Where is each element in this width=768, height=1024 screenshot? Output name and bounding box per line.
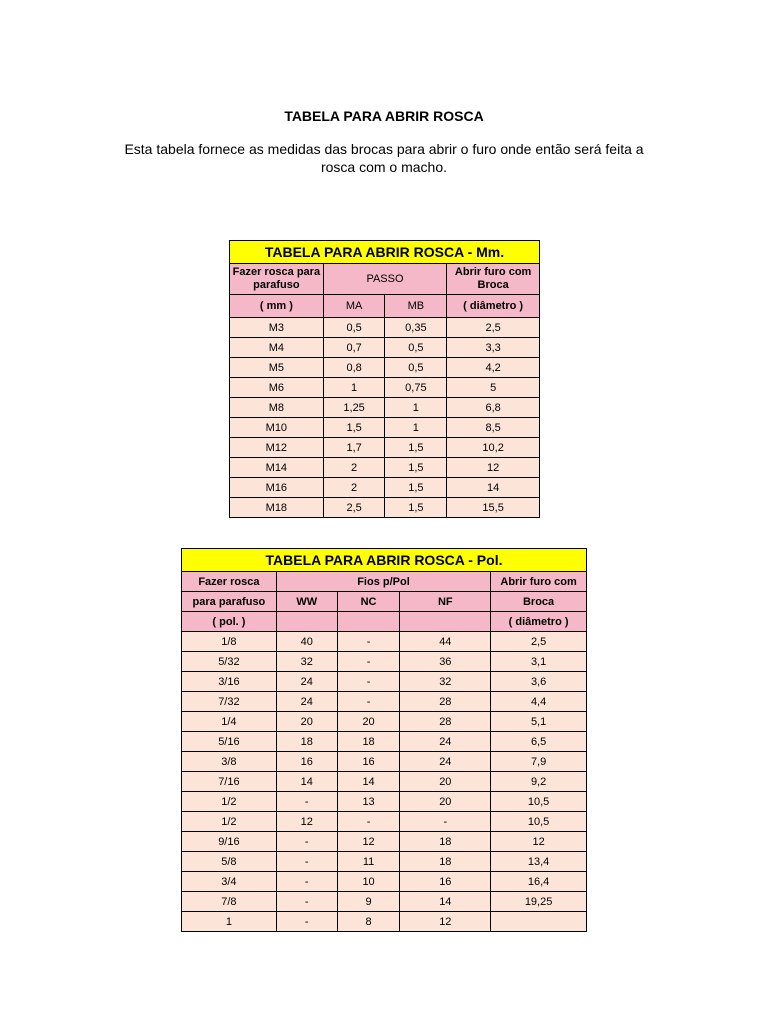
table-cell: 32 [276,652,337,672]
table-cell: 9,2 [491,772,587,792]
table-cell: 1,5 [385,498,447,518]
table-cell: 13,4 [491,852,587,872]
header-passo: PASSO [323,264,447,295]
table-cell: M16 [230,478,324,498]
table-pol-title: TABELA PARA ABRIR ROSCA - Pol. [182,549,587,572]
table-cell: 6,5 [491,732,587,752]
table-cell: 18 [400,832,491,852]
table-cell: 18 [400,852,491,872]
table-cell: 19,25 [491,892,587,912]
table-cell: 1,5 [385,438,447,458]
table-cell: 32 [400,672,491,692]
table-cell: M5 [230,358,324,378]
table-cell: 3/4 [182,872,277,892]
table-cell: 7/32 [182,692,277,712]
table-row [182,872,587,892]
table-cell: M18 [230,498,324,518]
table-row [182,752,587,772]
table-cell: M6 [230,378,324,398]
table-cell: 10,5 [491,812,587,832]
table-cell: 14 [276,772,337,792]
table-row [230,418,540,438]
table-cell: - [400,812,491,832]
table-cell: 5/16 [182,732,277,752]
header-diameter-pol: ( diâmetro ) [491,612,587,632]
header-screw-size-b: para parafuso [182,592,277,612]
table-cell: 0,75 [385,378,447,398]
table-cell: 7,9 [491,752,587,772]
table-cell: 0,5 [385,358,447,378]
table-cell: 24 [400,752,491,772]
table-cell: 5/32 [182,652,277,672]
header-diameter: ( diâmetro ) [447,295,540,318]
table-cell: 0,5 [385,338,447,358]
table-row [182,832,587,852]
table-cell: 28 [400,692,491,712]
table-cell: 0,8 [323,358,385,378]
table-cell: 7/16 [182,772,277,792]
table-row [182,732,587,752]
table-cell: - [337,632,400,652]
table-cell: 12 [400,912,491,932]
table-cell: 2,5 [323,498,385,518]
table-cell: 0,7 [323,338,385,358]
table-row [182,852,587,872]
table-row [230,338,540,358]
table-cell: 14 [337,772,400,792]
table-cell: 3/16 [182,672,277,692]
table-cell: 12 [337,832,400,852]
table-cell: 11 [337,852,400,872]
table-cell: 2 [323,458,385,478]
table-row [182,812,587,832]
table-cell: - [337,812,400,832]
table-cell: 1/2 [182,792,277,812]
table-cell: - [276,912,337,932]
table-cell: 44 [400,632,491,652]
table-cell: 40 [276,632,337,652]
table-row [230,358,540,378]
table-cell: 3,1 [491,652,587,672]
table-cell: 1,5 [385,458,447,478]
table-cell: 8,5 [447,418,540,438]
table-cell: - [337,652,400,672]
table-cell: 5/8 [182,852,277,872]
table-cell: 16,4 [491,872,587,892]
table-row [230,498,540,518]
table-cell: 1 [182,912,277,932]
table-cell: 16 [400,872,491,892]
table-cell: M4 [230,338,324,358]
header-blank-nc [337,612,400,632]
header-unit-pol: ( pol. ) [182,612,277,632]
table-cell: 3,6 [491,672,587,692]
table-cell: 8 [337,912,400,932]
table-cell: 24 [400,732,491,752]
table-row [182,712,587,732]
table-cell: 4,2 [447,358,540,378]
table-cell: 3/8 [182,752,277,772]
table-cell: 12 [447,458,540,478]
table-cell: 12 [276,812,337,832]
table-cell: - [337,692,400,712]
table-cell: 1 [385,418,447,438]
table-cell: 6,8 [447,398,540,418]
table-cell: - [276,852,337,872]
header-blank-nf [400,612,491,632]
table-cell: 15,5 [447,498,540,518]
table-row [230,318,540,338]
header-screw-size: Fazer rosca para parafuso [230,264,324,295]
table-cell: 1/4 [182,712,277,732]
table-row [230,478,540,498]
table-cell: 4,4 [491,692,587,712]
table-row [230,378,540,398]
table-cell: 20 [337,712,400,732]
table-cell: 20 [400,772,491,792]
table-cell: 10,2 [447,438,540,458]
table-row [182,772,587,792]
table-cell: 14 [400,892,491,912]
table-cell: 36 [400,652,491,672]
table-cell: 13 [337,792,400,812]
table-cell: - [276,832,337,852]
header-drill-a: Abrir furo com [491,572,587,592]
header-ww: WW [276,592,337,612]
table-cell: M14 [230,458,324,478]
table-cell: M12 [230,438,324,458]
table-row [230,458,540,478]
table-cell: 10 [337,872,400,892]
table-row [182,912,587,932]
table-cell: 5,1 [491,712,587,732]
table-cell: 9 [337,892,400,912]
table-cell: 0,5 [323,318,385,338]
table-cell: 1 [385,398,447,418]
table-cell: 1,5 [323,418,385,438]
page-title: TABELA PARA ABRIR ROSCA [284,108,484,124]
table-row [230,398,540,418]
table-cell: 28 [400,712,491,732]
table-cell: - [337,672,400,692]
table-pol [181,548,587,932]
table-mm-body [230,318,540,518]
header-screw-size-a: Fazer rosca [182,572,277,592]
table-cell: 2,5 [447,318,540,338]
header-fios: Fios p/Pol [276,572,490,592]
header-ma: MA [323,295,385,318]
header-drill: Abrir furo com Broca [447,264,540,295]
table-cell: - [276,892,337,912]
table-cell: 10,5 [491,792,587,812]
table-cell: 16 [337,752,400,772]
table-cell: 1,5 [385,478,447,498]
table-mm-title: TABELA PARA ABRIR ROSCA - Mm. [230,241,540,264]
table-cell: M3 [230,318,324,338]
table-row [182,792,587,812]
table-cell: M10 [230,418,324,438]
table-cell: 7/8 [182,892,277,912]
table-cell: M8 [230,398,324,418]
table-row [182,692,587,712]
table-cell: 0,35 [385,318,447,338]
header-blank-ww [276,612,337,632]
table-cell: 20 [400,792,491,812]
table-cell: 16 [276,752,337,772]
table-cell [491,912,587,932]
table-cell: 1,25 [323,398,385,418]
table-cell: 5 [447,378,540,398]
table-cell: 1 [323,378,385,398]
table-cell: 24 [276,692,337,712]
header-nf: NF [400,592,491,612]
header-unit-mm: ( mm ) [230,295,324,318]
table-cell: 1/2 [182,812,277,832]
table-cell: 14 [447,478,540,498]
table-row [230,438,540,458]
table-row [182,892,587,912]
table-cell: - [276,792,337,812]
table-cell: 3,3 [447,338,540,358]
header-nc: NC [337,592,400,612]
table-cell: - [276,872,337,892]
header-mb: MB [385,295,447,318]
table-cell: 20 [276,712,337,732]
table-cell: 12 [491,832,587,852]
table-cell: 2,5 [491,632,587,652]
table-row [182,672,587,692]
table-cell: 1/8 [182,632,277,652]
table-cell: 18 [276,732,337,752]
table-cell: 18 [337,732,400,752]
table-row [182,632,587,652]
table-cell: 9/16 [182,832,277,852]
table-mm [229,240,540,518]
table-cell: 24 [276,672,337,692]
intro-paragraph: Esta tabela fornece as medidas das brocas para abrir o furo onde então será feita a rosca com o macho. [124,141,644,175]
table-pol-body [182,632,587,932]
header-drill-b: Broca [491,592,587,612]
table-cell: 1,7 [323,438,385,458]
table-row [182,652,587,672]
table-cell: 2 [323,478,385,498]
